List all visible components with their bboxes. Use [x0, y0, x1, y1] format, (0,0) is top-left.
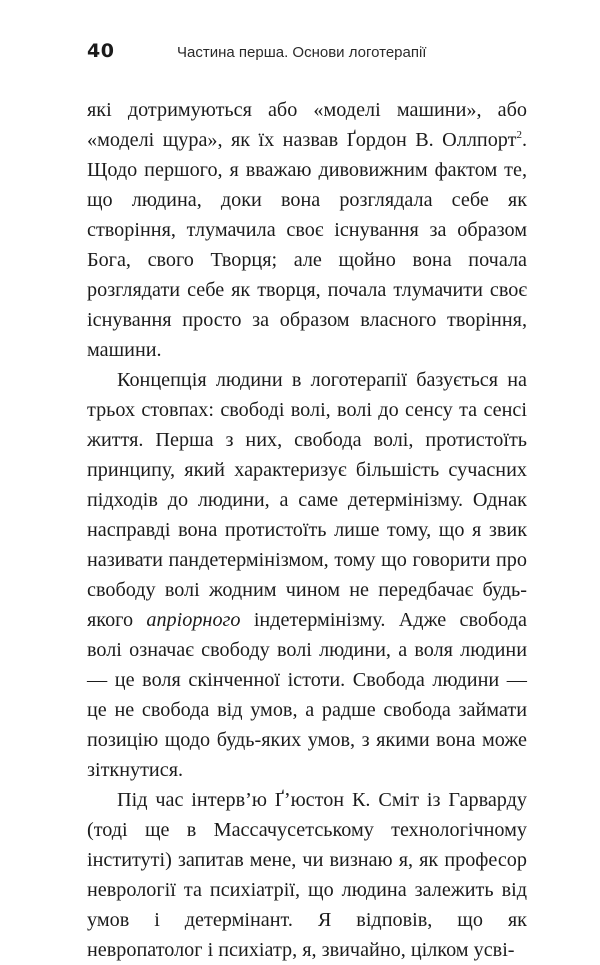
paragraph-3: Під час інтерв’ю Ґ’юстон К. Сміт із Гарварду (тоді ще в Массачусетському технологічному інституті) запитав мене, чи визнаю я, як професор неврології та психіатрії, що людина залежить від умов і детермінант. Я відповів, що як невропатолог і психіатр, я, звичайно, цілком усві-	[87, 789, 527, 961]
body-text	[87, 95, 527, 965]
page-header	[87, 40, 560, 70]
emphasis-apriori: апріорного	[146, 609, 241, 631]
paragraph-2-text-a: Концепція людини в логотерапії базується на трьох стовпах: свободі волі, волі до сенсу та сенсі життя. Перша з них, свобода волі, протистоїть принципу, який характеризує більшість сучасних підходів до людини, а саме детермінізму. Однак насправді вона протистоїть лише тому, що я звик називати пандетермінізмом, тому що говорити про свободу волі жодним чином не передбачає будь-якого	[87, 369, 527, 631]
paragraph-1-text-b: . Щодо першого, я вважаю дивовижним фактом те, що людина, доки вона розглядала себе як створіння, тлумачила своє існування за образом Бога, свого Творця; але щойно вона почала розглядати себе як творця, почала тлумачити своє існування просто за образом власного творіння, машини.	[87, 129, 527, 361]
footnote-ref: 2	[516, 129, 522, 141]
paragraph-2	[87, 365, 527, 785]
paragraph-2-text-b: індетермінізму. Адже свобода волі означає свободу волі людини, а воля людини — це воля скінченної істоти. Свобода людини — це не свобода від умов, а радше свобода займати позицію щодо будь-яких умов, з якими вона може зіткнутися.	[87, 609, 527, 781]
page-number: 40	[87, 40, 115, 62]
paragraph-1-text-a: які дотримуються або «моделі машини», або «моделі щура», як їх назвав Ґордон В. Оллпорт	[87, 99, 527, 151]
paragraph-1	[87, 95, 527, 365]
running-title: Частина перша. Основи логотерапії	[177, 44, 427, 61]
